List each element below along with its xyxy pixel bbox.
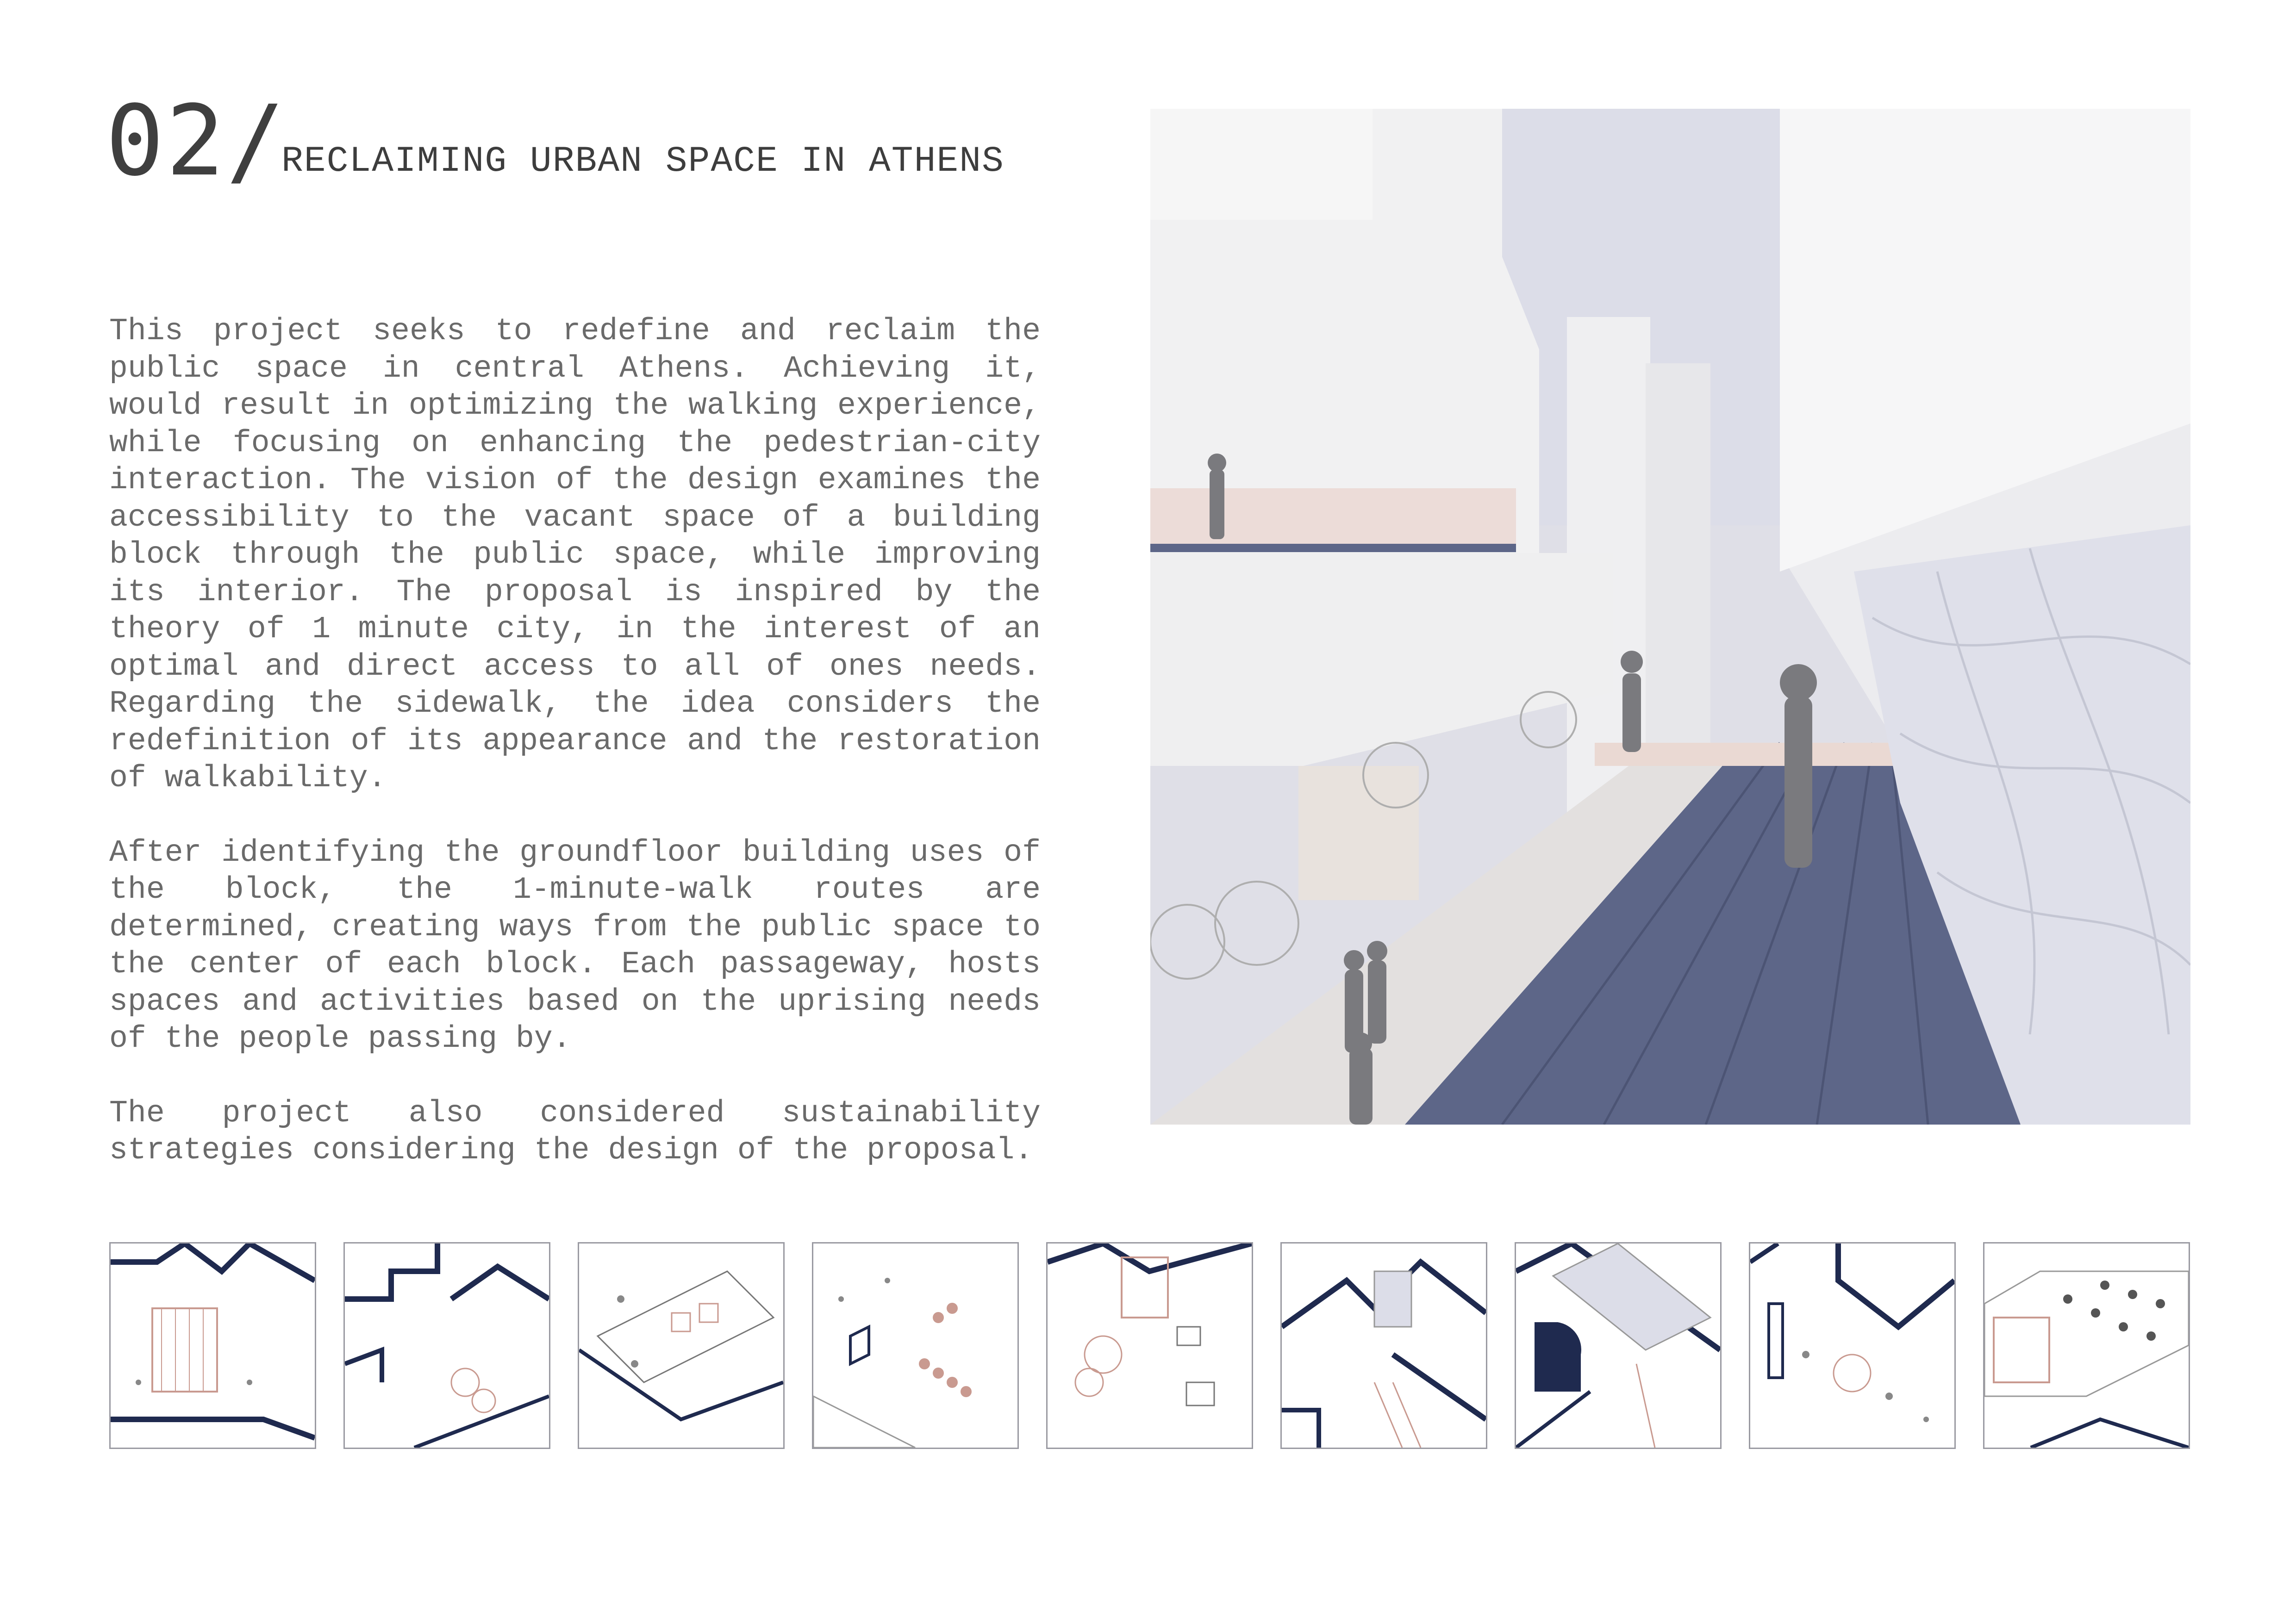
street-perspective-rendering — [1150, 109, 2190, 1125]
description-text — [109, 313, 1041, 1169]
diagram-thumbnail — [343, 1242, 550, 1449]
diagram-thumbnail — [1046, 1242, 1253, 1449]
diagram-thumbnail — [1515, 1242, 1722, 1449]
page-title: RECLAIMING URBAN SPACE IN ATHENS — [281, 141, 1004, 182]
paragraph-3: The project also considered sustainability strategies considering the design of the proposal. — [109, 1095, 1041, 1168]
diagram-thumbnail — [1280, 1242, 1487, 1449]
axonometric-diagrams — [109, 1242, 2190, 1449]
section-number: 02/ — [106, 84, 287, 198]
diagram-thumbnail — [1749, 1242, 1956, 1449]
diagram-thumbnail — [109, 1242, 316, 1449]
diagram-thumbnail — [812, 1242, 1019, 1449]
diagram-thumbnail — [578, 1242, 785, 1449]
diagram-thumbnail — [1983, 1242, 2190, 1449]
paragraph-1: This project seeks to redefine and reclaim the public space in central Athens. Achieving it, would result in optimizing the walking experience, while focusing on enhancing the pedestrian-city interaction. The vision of the design examines the accessibility to the vacant space of a building block through the public space, while improving its interior. The proposal is inspired by the theory of 1 minute city, in the interest of an optimal and direct access to all of ones needs. Regarding the sidewalk, the idea considers the redefinition of its appearance and the restoration of walkability. — [109, 314, 1041, 796]
paragraph-2: After identifying the groundfloor building uses of the block, the 1-minute-walk routes are determined, creating ways from the public space to the center of each block. Each passageway, hosts spaces and activities based on the uprising needs of the people passing by. — [109, 835, 1041, 1056]
